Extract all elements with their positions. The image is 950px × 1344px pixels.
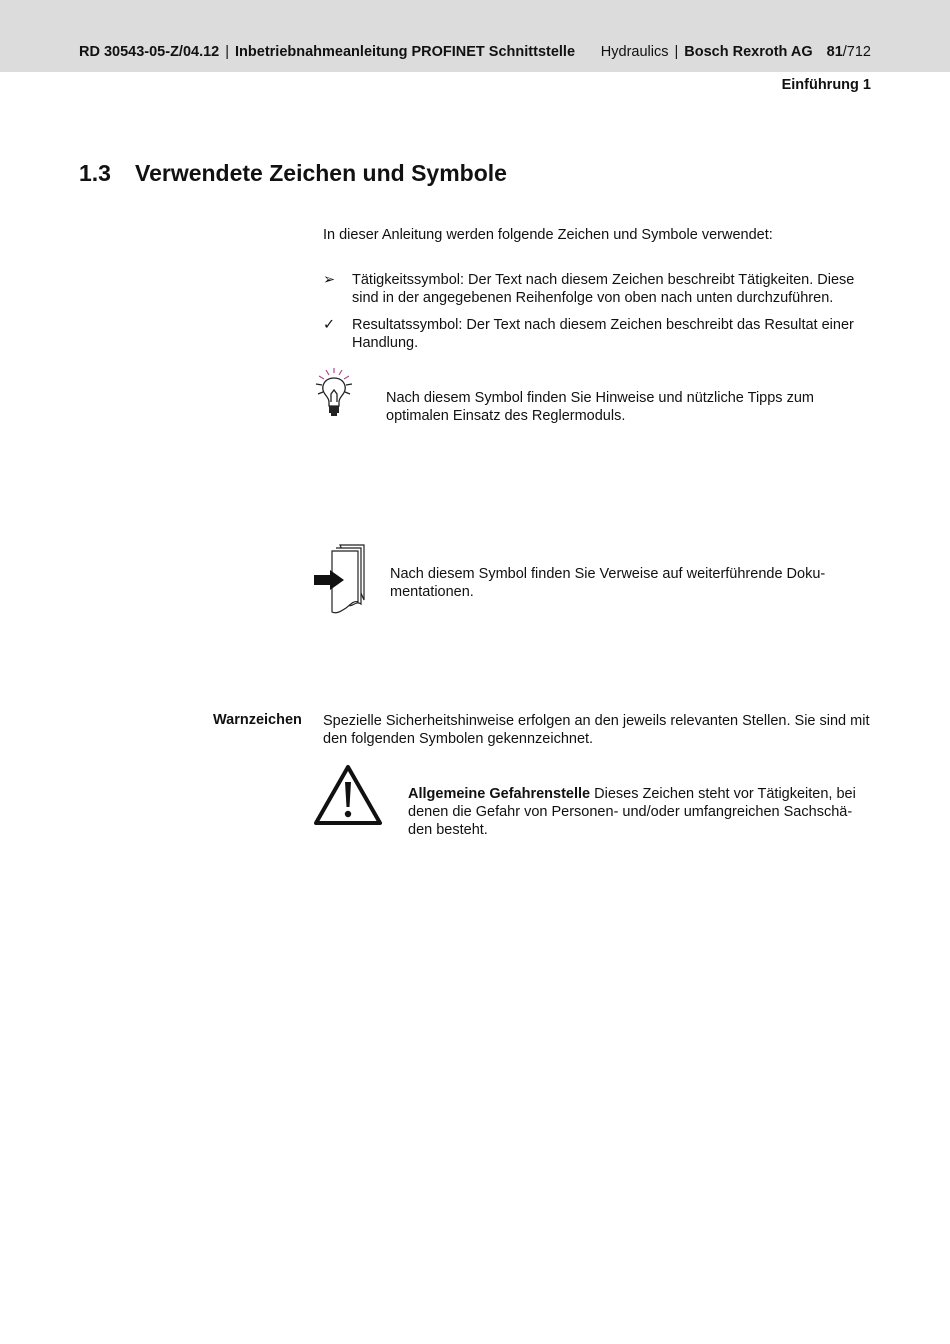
page-header — [0, 0, 950, 72]
reference-text: Nach diesem Symbol finden Sie Verweise auf weiterführende Doku-mentationen. — [390, 566, 826, 600]
general-hazard-text — [408, 785, 863, 839]
header-left — [79, 44, 575, 60]
doc-title: Inbetriebnahmeanleitung PROFINET Schnittstelle — [235, 44, 576, 60]
warning-triangle-icon — [314, 764, 382, 826]
warnings-label: Warnzeichen — [213, 712, 302, 728]
intro-text: In dieser Anleitung werden folgende Zeichen und Symbole verwendet: — [323, 227, 773, 243]
tip-text: Nach diesem Symbol finden Sie Hinweise und nützliche Tipps zum optimalen Einsatz des Reglermoduls. — [386, 390, 814, 424]
arrow-bullet-icon: ➢ — [323, 272, 336, 288]
document-reference-icon — [312, 542, 368, 614]
header-separator-right: | — [674, 44, 679, 60]
section-number: 1.3 — [79, 160, 111, 186]
page-current: 81 — [826, 44, 843, 60]
doc-id: RD 30543-05-Z/04.12 — [79, 44, 220, 60]
division: Hydraulics — [600, 44, 669, 60]
lightbulb-icon — [312, 366, 356, 418]
checkmark-icon: ✓ — [323, 317, 336, 333]
chapter-label: Einführung 1 — [781, 77, 871, 93]
section-heading — [79, 160, 507, 187]
bullet-text: Tätigkeitssymbol: Der Text nach diesem Zeichen beschreibt Tätigkeiten. Diese sind in der angegebenen Reihenfolge von oben nach unten durchzuführen. — [352, 272, 855, 306]
header-right — [601, 44, 871, 60]
warnings-intro: Spezielle Sicherheitshinweise erfolgen an den jeweils relevanten Stellen. Sie sind mit den folgenden Symbolen gekennzeichnet. — [323, 713, 870, 747]
general-hazard-description: Dieses Zeichen steht vor Tätigkeiten, bei denen die Gefahr von Personen- und/oder umfangreichen Sachschä-den besteht. — [408, 786, 856, 838]
general-hazard-title: Allgemeine Gefahrenstelle — [408, 786, 591, 802]
header-separator: | — [225, 44, 230, 60]
bullet-text: Resultatssymbol: Der Text nach diesem Zeichen beschreibt das Resultat einer Handlung. — [352, 317, 854, 351]
page-total: /712 — [842, 44, 871, 60]
company: Bosch Rexroth AG — [684, 44, 813, 60]
section-title: Verwendete Zeichen und Symbole — [135, 160, 507, 186]
